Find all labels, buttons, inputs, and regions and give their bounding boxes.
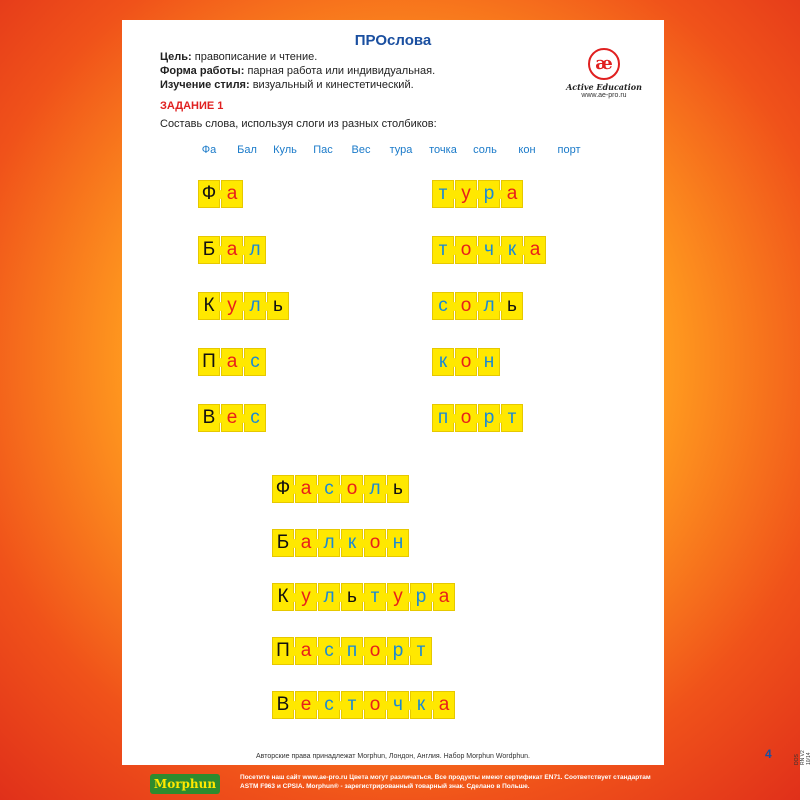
puzzle-letter[interactable]: о bbox=[455, 404, 477, 432]
puzzle-letter[interactable]: П bbox=[198, 348, 220, 376]
puzzle-letter[interactable]: с bbox=[318, 637, 340, 665]
syllable-puzzle-left[interactable] bbox=[198, 404, 267, 432]
puzzle-letter[interactable]: а bbox=[433, 691, 455, 719]
puzzle-letter[interactable]: о bbox=[455, 348, 477, 376]
puzzle-letter[interactable]: а bbox=[295, 529, 317, 557]
syllable-item: Бал bbox=[237, 144, 257, 156]
syllable-item: Куль bbox=[273, 144, 297, 156]
syllable-puzzle-left[interactable] bbox=[198, 236, 267, 264]
puzzle-letter[interactable]: у bbox=[221, 292, 243, 320]
puzzle-letter[interactable]: к bbox=[341, 529, 363, 557]
puzzle-letter[interactable]: о bbox=[364, 691, 386, 719]
puzzle-letter[interactable]: т bbox=[364, 583, 386, 611]
syllable-item: тура bbox=[389, 144, 413, 156]
puzzle-letter[interactable]: а bbox=[295, 637, 317, 665]
puzzle-letter[interactable]: е bbox=[295, 691, 317, 719]
puzzle-letter[interactable]: р bbox=[478, 404, 500, 432]
puzzle-letter[interactable]: а bbox=[221, 348, 243, 376]
puzzle-letter[interactable]: с bbox=[244, 404, 266, 432]
puzzle-letter[interactable]: ь bbox=[501, 292, 523, 320]
puzzle-letter[interactable]: Ф bbox=[198, 180, 220, 208]
syllable-puzzle-right[interactable] bbox=[432, 404, 524, 432]
syllable-puzzle-right[interactable] bbox=[432, 236, 547, 264]
puzzle-letter[interactable]: т bbox=[341, 691, 363, 719]
syllable-item: кон bbox=[518, 144, 536, 156]
work-form-line: Форма работы: парная работа или индивидуальная. bbox=[160, 65, 436, 77]
puzzle-letter[interactable]: Б bbox=[198, 236, 220, 264]
syllable-item: соль bbox=[473, 144, 497, 156]
goal-line: Цель: правописание и чтение. bbox=[160, 51, 318, 63]
syllable-puzzle-left[interactable] bbox=[198, 348, 267, 376]
puzzle-letter[interactable]: к bbox=[501, 236, 523, 264]
puzzle-letter[interactable]: ч bbox=[387, 691, 409, 719]
syllable-puzzle-right[interactable] bbox=[432, 180, 524, 208]
syllable-puzzle-right[interactable] bbox=[432, 292, 524, 320]
puzzle-letter[interactable]: т bbox=[410, 637, 432, 665]
puzzle-letter[interactable]: р bbox=[478, 180, 500, 208]
puzzle-letter[interactable]: о bbox=[455, 292, 477, 320]
style-line: Изучение стиля: визуальный и кинестетический. bbox=[160, 79, 414, 91]
syllable-puzzle-left[interactable] bbox=[198, 292, 290, 320]
active-education-logo: æ Active Education www.ae-pro.ru bbox=[564, 48, 644, 99]
page-number: 4 bbox=[765, 747, 772, 761]
word-puzzle-answer[interactable] bbox=[272, 691, 456, 719]
syllable-item: порт bbox=[557, 144, 581, 156]
word-puzzle-answer[interactable] bbox=[272, 637, 433, 665]
puzzle-letter[interactable]: ь bbox=[267, 292, 289, 320]
puzzle-letter[interactable]: П bbox=[272, 637, 294, 665]
bottom-info-text: Посетите наш сайт www.ae-pro.ru Цвета могут различаться. Все продукты имеют сертификат EN71. Соответствует стандартам ASTM F963 и CPSIA. Morphun® - зарегистрированный товарный знак. Сделано в Польше. bbox=[240, 774, 651, 790]
puzzle-letter[interactable]: у bbox=[387, 583, 409, 611]
copyright-text: Авторские права принадлежат Morphun, Лондон, Англия. Набор Morphun Wordphun. bbox=[255, 753, 530, 760]
puzzle-letter[interactable]: ь bbox=[387, 475, 409, 503]
puzzle-letter[interactable]: у bbox=[295, 583, 317, 611]
puzzle-letter[interactable]: п bbox=[432, 404, 454, 432]
puzzle-letter[interactable]: т bbox=[501, 404, 523, 432]
puzzle-letter[interactable]: Ф bbox=[272, 475, 294, 503]
puzzle-letter[interactable]: В bbox=[198, 404, 220, 432]
puzzle-letter[interactable]: н bbox=[478, 348, 500, 376]
puzzle-letter[interactable]: т bbox=[432, 180, 454, 208]
word-puzzle-answer[interactable] bbox=[272, 475, 410, 503]
word-puzzle-answer[interactable] bbox=[272, 529, 410, 557]
puzzle-letter[interactable]: с bbox=[318, 475, 340, 503]
puzzle-letter[interactable]: п bbox=[341, 637, 363, 665]
puzzle-letter[interactable]: о bbox=[364, 529, 386, 557]
puzzle-letter[interactable]: а bbox=[295, 475, 317, 503]
puzzle-letter[interactable]: о bbox=[455, 236, 477, 264]
ae-logo-icon: æ bbox=[588, 48, 620, 80]
syllable-item: Пас bbox=[313, 144, 333, 156]
puzzle-letter[interactable]: а bbox=[221, 180, 243, 208]
puzzle-letter[interactable]: л bbox=[478, 292, 500, 320]
puzzle-letter[interactable]: у bbox=[455, 180, 477, 208]
puzzle-letter[interactable]: ч bbox=[478, 236, 500, 264]
puzzle-letter[interactable]: а bbox=[501, 180, 523, 208]
puzzle-letter[interactable]: л bbox=[318, 583, 340, 611]
puzzle-letter[interactable]: р bbox=[387, 637, 409, 665]
puzzle-letter[interactable]: т bbox=[432, 236, 454, 264]
puzzle-letter[interactable]: н bbox=[387, 529, 409, 557]
morphun-logo: Morphun bbox=[150, 774, 220, 794]
puzzle-letter[interactable]: с bbox=[318, 691, 340, 719]
puzzle-letter[interactable]: р bbox=[410, 583, 432, 611]
worksheet bbox=[122, 20, 812, 765]
puzzle-letter[interactable]: о bbox=[341, 475, 363, 503]
puzzle-letter[interactable]: Б bbox=[272, 529, 294, 557]
meta-block bbox=[160, 50, 435, 92]
product-code: DOS RN V2 10/14 bbox=[794, 750, 812, 765]
puzzle-letter[interactable]: а bbox=[433, 583, 455, 611]
syllable-puzzle-left[interactable] bbox=[198, 180, 244, 208]
puzzle-letter[interactable]: В bbox=[272, 691, 294, 719]
syllable-puzzle-right[interactable] bbox=[432, 348, 501, 376]
puzzle-letter[interactable]: ь bbox=[341, 583, 363, 611]
puzzle-letter[interactable]: л bbox=[318, 529, 340, 557]
task-heading: ЗАДАНИЕ 1 bbox=[160, 100, 224, 112]
puzzle-letter[interactable]: с bbox=[244, 348, 266, 376]
puzzle-letter[interactable]: а bbox=[221, 236, 243, 264]
puzzle-letter[interactable]: К bbox=[198, 292, 220, 320]
puzzle-letter[interactable]: к bbox=[432, 348, 454, 376]
puzzle-letter[interactable]: л bbox=[244, 292, 266, 320]
puzzle-letter[interactable]: о bbox=[364, 637, 386, 665]
task-instruction: Составь слова, используя слоги из разных столбиков: bbox=[160, 118, 437, 130]
word-puzzle-answer[interactable] bbox=[272, 583, 456, 611]
syllable-item: Вес bbox=[351, 144, 371, 156]
puzzle-letter[interactable]: к bbox=[410, 691, 432, 719]
syllable-item: Фа bbox=[201, 144, 217, 156]
puzzle-letter[interactable]: а bbox=[524, 236, 546, 264]
page-title: ПРОслова bbox=[354, 32, 432, 49]
puzzle-letter[interactable]: л bbox=[244, 236, 266, 264]
puzzle-letter[interactable]: К bbox=[272, 583, 294, 611]
puzzle-letter[interactable]: л bbox=[364, 475, 386, 503]
puzzle-letter[interactable]: е bbox=[221, 404, 243, 432]
syllable-list bbox=[190, 144, 590, 156]
puzzle-letter[interactable]: с bbox=[432, 292, 454, 320]
syllable-item: точка bbox=[429, 144, 457, 156]
